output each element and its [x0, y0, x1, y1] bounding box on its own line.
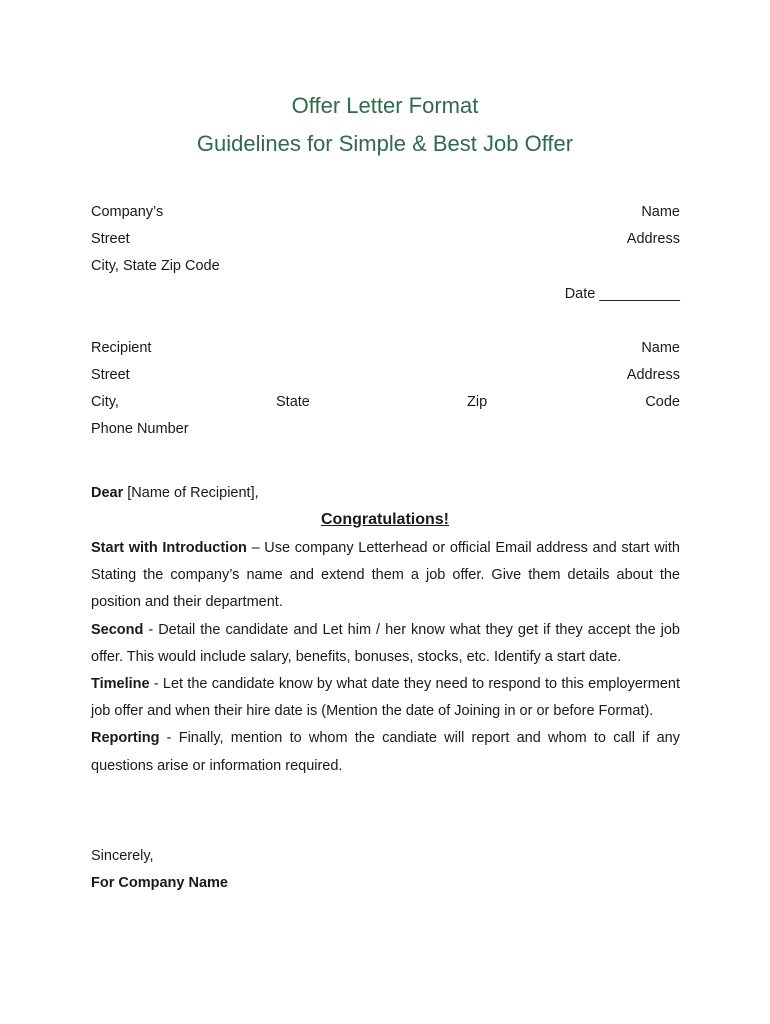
recipient-phone-line: Phone Number [91, 421, 189, 437]
recipient-address-label: Address [626, 367, 680, 383]
paragraph-label: Second [91, 621, 144, 638]
sender-name-label: Name [641, 204, 680, 220]
recipient-line-3 [91, 392, 680, 412]
paragraph-second [91, 617, 680, 671]
paragraph-reporting [91, 725, 680, 779]
recipient-line-2 [91, 365, 680, 385]
salutation-dear: Dear [91, 485, 124, 501]
salutation [91, 483, 259, 503]
sender-address-label: Address [626, 231, 680, 247]
letter-body [91, 535, 680, 780]
paragraph-label: Reporting [91, 730, 160, 747]
sign-off: Sincerely, [91, 848, 154, 864]
recipient-code-label: Code [645, 394, 680, 410]
recipient-line-1 [91, 338, 680, 358]
page-subtitle: Guidelines for Simple & Best Job Offer [196, 131, 574, 156]
sender-line-1 [91, 202, 680, 222]
paragraph-introduction [91, 535, 680, 617]
paragraph-text: - Detail the candidate and Let him / her know what they get if they accept the job offer. This would include salary, benefits, bonuses, stocks, etc. Identify a start date. [91, 621, 680, 665]
sender-street-label: Street [91, 231, 130, 247]
congratulations-heading: Congratulations! [321, 511, 449, 528]
paragraph-timeline [91, 671, 680, 725]
sender-city-line: City, State Zip Code [91, 258, 220, 274]
company-signature: For Company Name [91, 875, 228, 891]
recipient-city-label: City, [91, 394, 119, 410]
paragraph-label: Start with Introduction [91, 540, 247, 556]
recipient-name-label: Name [641, 340, 680, 356]
date-field: Date __________ [564, 286, 680, 302]
paragraph-text: - Let the candidate know by what date they need to respond to this employerment job offer and when their hire date is (Mention the date of Joining in or or before Format). [91, 676, 680, 720]
page-title: Offer Letter Format [291, 93, 479, 118]
paragraph-label: Timeline [91, 676, 150, 693]
recipient-street-label: Street [91, 367, 130, 383]
salutation-recipient: [Name of Recipient], [123, 485, 259, 501]
recipient-state-label: State [276, 394, 310, 410]
paragraph-text: – Use company Letterhead or official Email address and start with Stating the company’s name and extend them a job offer. Give them details about the position and their department. [91, 540, 680, 611]
recipient-label: Recipient [91, 340, 152, 356]
paragraph-text: - Finally, mention to whom the candiate will report and whom to call if any questions arise or information required. [91, 730, 680, 774]
sender-company-label: Company’s [91, 204, 164, 220]
sender-line-2 [91, 229, 680, 249]
date-line [91, 284, 680, 304]
recipient-zip-label: Zip [467, 394, 488, 410]
